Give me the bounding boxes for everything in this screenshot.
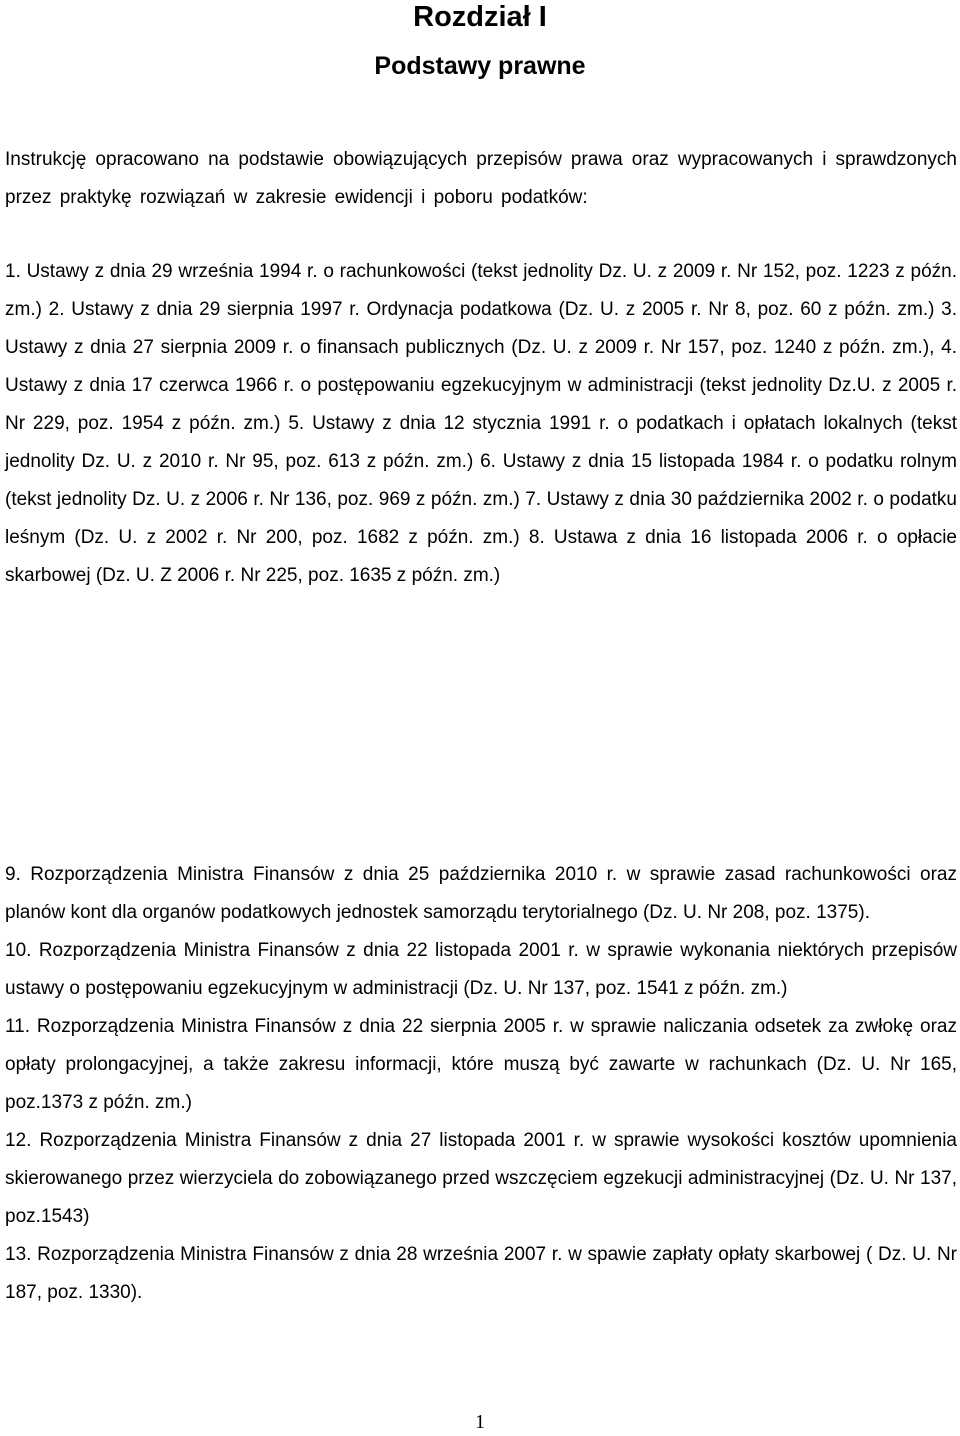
acts-list xyxy=(5,253,957,595)
list-item: 12. Rozporządzenia Ministra Finansów z dnia 27 listopada 2001 r. w sprawie wysokości kosztów upomnienia skierowanego przez wierzyciela do zobowiązanego przed wszczęciem egzekucji administracyjnej (Dz. U. Nr 137, poz.1543) xyxy=(5,1130,957,1227)
section-subtitle: Podstawy prawne xyxy=(374,52,586,80)
list-item: 1. Ustawy z dnia 29 września 1994 r. o rachunkowości (tekst jednolity Dz. U. z 2009 r. Nr 152, poz. 1223 z późn. zm.) xyxy=(5,261,957,320)
list-item: 2. Ustawy z dnia 29 sierpnia 1997 r. Ordynacja podatkowa (Dz. U. z 2005 r. Nr 8, poz. 60 z późn. zm.) xyxy=(48,299,942,320)
chapter-title: Rozdział I xyxy=(413,1,547,33)
list-item: 10. Rozporządzenia Ministra Finansów z dnia 22 listopada 2001 r. w sprawie wykonania niektórych przepisów ustawy o postępowaniu egzekucyjnym w administracji (Dz. U. Nr 137, poz. 1541 z późn. zm.) xyxy=(5,940,957,999)
list-item: 3. Ustawy z dnia 27 sierpnia 2009 r. o finansach publicznych (Dz. U. z 2009 r. Nr 157, poz. 1240 z późn. zm.), xyxy=(5,299,958,358)
list-item: 11. Rozporządzenia Ministra Finansów z dnia 22 sierpnia 2005 r. w sprawie naliczania odsetek za zwłokę oraz opłaty prolongacyjnej, a także zakresu informacji, które muszą być zawarte w rachunkach (Dz. U. Nr 165, poz.1373 z późn. zm.) xyxy=(5,1016,957,1113)
list-item: 8. Ustawa z dnia 16 listopada 2006 r. o opłacie skarbowej (Dz. U. Z 2006 r. Nr 225, poz. 1635 z późn. zm.) xyxy=(5,527,957,586)
list-item: 4. Ustawy z dnia 17 czerwca 1966 r. o postępowaniu egzekucyjnym w administracji (tekst jednolity Dz.U. z 2005 r. Nr 229, poz. 1954 z późn. zm.) xyxy=(5,337,957,434)
list-item: 13. Rozporządzenia Ministra Finansów z dnia 28 września 2007 r. w spawie zapłaty opłaty skarbowej ( Dz. U. Nr 187, poz. 1330). xyxy=(5,1244,957,1303)
list-item: 7. Ustawy z dnia 30 października 2002 r. o podatku leśnym (Dz. U. z 2002 r. Nr 200, poz. 1682 z późn. zm.) xyxy=(5,489,957,548)
list-item: 9. Rozporządzenia Ministra Finansów z dnia 25 października 2010 r. w sprawie zasad rachunkowości oraz planów kont dla organów podatkowych jednostek samorządu terytorialnego (Dz. U. Nr 208, poz. 1375). xyxy=(5,864,957,923)
intro-paragraph: Instrukcję opracowano na podstawie obowiązujących przepisów prawa oraz wypracowanych i sprawdzonych przez praktykę rozwiązań w zakresie ewidencji i poboru podatków: xyxy=(5,149,957,208)
page-number: 1 xyxy=(475,1411,485,1433)
regulations-list xyxy=(5,856,957,1312)
list-item: 6. Ustawy z dnia 15 listopada 1984 r. o podatku rolnym (tekst jednolity Dz. U. z 2006 r. Nr 136, poz. 969 z późn. zm.) xyxy=(5,451,957,510)
list-item: 5. Ustawy z dnia 12 stycznia 1991 r. o podatkach i opłatach lokalnych (tekst jednolity Dz. U. z 2010 r. Nr 95, poz. 613 z późn. zm.) xyxy=(5,413,957,472)
